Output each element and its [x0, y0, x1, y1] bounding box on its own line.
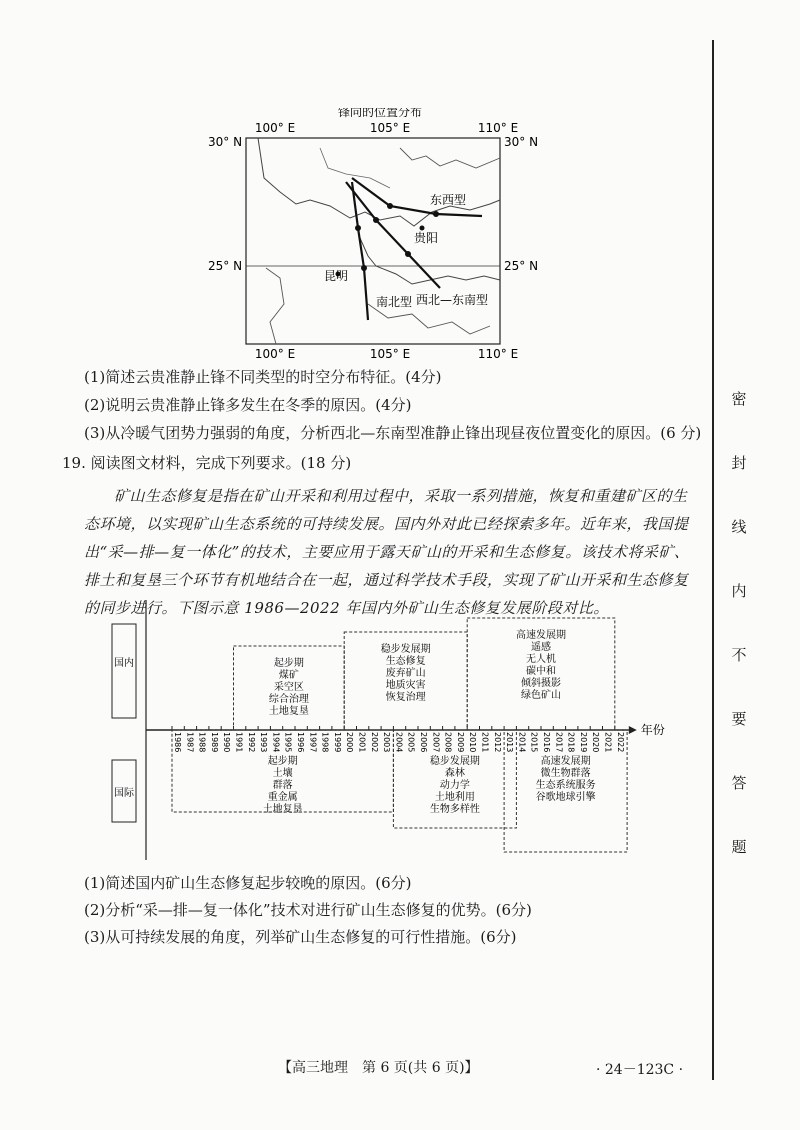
- domestic-stage-text: 起步期: [273, 658, 304, 669]
- label-nanbei: 南北型: [376, 295, 413, 309]
- domestic-stage-text: 高速发展期: [516, 630, 566, 641]
- domestic-label-box: [112, 624, 136, 718]
- domestic-stage-text: 综合治理: [268, 694, 309, 705]
- label-kunming: 昆明: [324, 269, 349, 283]
- year-label: 2011: [480, 732, 490, 753]
- year-label: 2003: [382, 732, 392, 753]
- q18-sub2: (2)说明云贵准静止锋多发生在冬季的原因。(4分): [84, 396, 412, 414]
- lat-label-right-30: 30° N: [504, 135, 539, 149]
- year-label: 2002: [369, 732, 379, 753]
- international-stage-text: 群落: [272, 780, 293, 791]
- domestic-stage-text: 煤矿: [278, 670, 299, 681]
- lat-label-left-25: 25° N: [208, 259, 243, 273]
- domestic-stage-text: 恢复治理: [385, 692, 426, 703]
- year-label: 2015: [529, 732, 539, 753]
- seal-line-char: 要: [731, 710, 747, 728]
- year-label: 2008: [443, 732, 453, 753]
- year-label: 2017: [554, 732, 564, 753]
- year-label: 2013: [505, 732, 515, 753]
- lon-label-bottom-105: 105° E: [369, 347, 411, 361]
- label-dongxi: 东西型: [430, 193, 467, 207]
- domestic-stage-text: 稳步发展期: [380, 644, 431, 655]
- year-label: 1991: [234, 732, 244, 753]
- domestic-stage-text: 无人机: [526, 654, 556, 665]
- axis-label: 年份: [640, 723, 665, 737]
- seal-line-char: 密: [731, 390, 747, 408]
- year-label: 2000: [345, 732, 355, 753]
- lon-label-top-105: 105° E: [369, 121, 411, 135]
- international-stage-text: 微生物群落: [540, 768, 591, 779]
- domestic-stage-text: 土地复垦: [268, 706, 309, 717]
- seal-line-char: 题: [731, 838, 747, 856]
- q19-sub1: (1)简述国内矿山生态修复起步较晚的原因。(6分): [84, 874, 412, 892]
- domestic-stage-text: 生态修复: [385, 656, 426, 667]
- domestic-stage-text: 废弃矿山: [385, 668, 426, 679]
- international-label: 国际: [114, 788, 134, 799]
- international-stage-text: 生物多样性: [429, 804, 480, 815]
- year-label: 1999: [332, 732, 342, 753]
- label-xibei-dongnan: 西北—东南型: [416, 293, 489, 307]
- year-label: 2014: [517, 732, 527, 753]
- domestic-stage-text: 地质灾害: [385, 680, 426, 691]
- front-position-map: [200, 108, 550, 368]
- lat-label-left-30: 30° N: [208, 135, 243, 149]
- year-label: 1992: [246, 732, 256, 753]
- seal-line: [712, 40, 714, 1080]
- international-stage-text: 森林: [444, 768, 465, 779]
- axis-arrow: [629, 726, 637, 734]
- lon-label-top-110: 110° E: [477, 121, 519, 135]
- year-label: 2010: [468, 732, 478, 753]
- q19-paragraph: 矿山生态修复是指在矿山开采和利用过程中，采取一系列措施，恢复和重建矿区的生态环境，以实现矿山生态系统的可持续发展。国内外对此已经探索多年。近年来，我国提出“采—排—复一体化”的技术，主要应用于露天矿山的开采和生态修复。该技术将采矿、排土和复垦三个环节有机地结合在一起，通过科学技术手段，实现了矿山开采和生态修复的同步进行。下图示意 1986—2022 年国内外矿山生态修复发展阶段对比。: [84, 487, 690, 617]
- year-label: 2009: [455, 732, 465, 753]
- year-label: 1987: [185, 732, 195, 753]
- year-label: 1993: [259, 732, 269, 753]
- domestic-stage-text: 倾斜摄影: [521, 678, 561, 689]
- year-label: 2006: [419, 732, 428, 753]
- q19-sub2: (2)分析“采—排—复一体化”技术对进行矿山生态修复的优势。(6分): [84, 901, 532, 919]
- year-label: 1998: [320, 732, 330, 753]
- international-stage-text: 动力学: [439, 780, 470, 791]
- year-label: 1996: [296, 732, 305, 753]
- international-stage-text: 土壤: [272, 768, 293, 779]
- international-stage-text: 土地利用: [434, 792, 475, 803]
- international-stage-text: 重金属: [267, 792, 298, 803]
- year-label: 1988: [197, 732, 207, 753]
- q18-sub1: (1)简述云贵准静止锋不同类型的时空分布特征。(4分): [84, 368, 442, 386]
- lon-label-top-100: 100° E: [254, 121, 296, 135]
- international-stage-text: 谷歌地球引擎: [535, 792, 596, 803]
- seal-line-char: 内: [731, 582, 747, 600]
- year-label: 2012: [492, 732, 502, 753]
- seal-line-char: 不: [731, 646, 747, 664]
- year-label: 1997: [308, 732, 318, 753]
- year-label: 1994: [271, 732, 281, 753]
- lon-label-bottom-110: 110° E: [477, 347, 519, 361]
- year-label: 2007: [431, 732, 441, 753]
- lat-label-right-25: 25° N: [504, 259, 539, 273]
- domestic-stage-text: 采空区: [273, 682, 304, 693]
- year-label: 2021: [603, 732, 613, 753]
- year-label: 2022: [615, 732, 625, 753]
- year-label: 2016: [542, 732, 551, 753]
- q19-sub3: (3)从可持续发展的角度，列举矿山生态修复的可行性措施。(6分): [84, 928, 517, 946]
- international-stage-text: 稳步发展期: [429, 756, 480, 767]
- domestic-stage-text: 遥感: [531, 642, 551, 653]
- year-label: 1990: [222, 732, 232, 753]
- year-label: 1989: [209, 732, 219, 753]
- year-label: 2020: [591, 732, 601, 753]
- seal-line-char: 封: [731, 454, 747, 472]
- international-stage-text: 生态系统服务: [535, 780, 596, 791]
- year-label: 2001: [357, 732, 367, 753]
- map-title: 锋向的位置分布: [337, 108, 423, 119]
- lon-label-bottom-100: 100° E: [254, 347, 296, 361]
- international-stage-text: 高速发展期: [540, 756, 591, 767]
- year-label: 2004: [394, 732, 404, 753]
- year-label: 2005: [406, 732, 416, 753]
- footer-page-info: 【高三地理 第 6 页(共 6 页)】: [278, 1060, 479, 1076]
- domestic-stage-text: 绿色矿山: [521, 690, 561, 701]
- seal-line-char: 线: [731, 518, 747, 536]
- international-stage-text: 土地复垦: [262, 804, 303, 815]
- year-label: 2018: [566, 732, 576, 753]
- domestic-label: 国内: [114, 658, 134, 669]
- year-label: 1986: [173, 732, 182, 753]
- international-stage-text: 起步期: [267, 756, 298, 767]
- q18-sub3: (3)从冷暖气团势力强弱的角度，分析西北—东南型准静止锋出现昼夜位置变化的原因。(6 分): [84, 424, 702, 442]
- footer-code: · 24－123C ·: [596, 1062, 684, 1078]
- domestic-stage-text: 碳中和: [526, 666, 556, 677]
- year-label: 1995: [283, 732, 293, 753]
- year-label: 2019: [578, 732, 588, 753]
- label-guiyang: 贵阳: [414, 231, 439, 245]
- restoration-timeline-chart: [110, 600, 690, 860]
- q19-heading: 19. 阅读图文材料，完成下列要求。(18 分): [62, 454, 352, 472]
- seal-line-char: 答: [731, 774, 747, 792]
